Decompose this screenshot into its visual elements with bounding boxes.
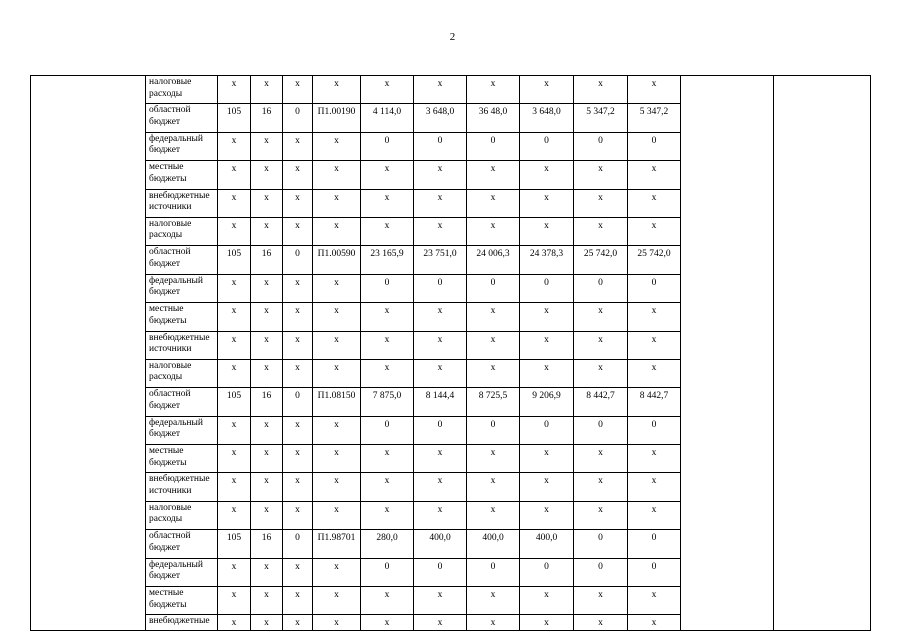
value-cell: х — [467, 615, 520, 631]
value-cell: х — [361, 303, 414, 331]
funding-source-label: федеральный бюджет — [146, 274, 218, 302]
value-cell: х — [313, 76, 361, 104]
funding-source-label: областной бюджет — [146, 246, 218, 274]
funding-source-label: местные бюджеты — [146, 587, 218, 615]
value-cell: 0 — [283, 530, 313, 558]
value-cell: 8 442,7 — [574, 388, 628, 416]
value-cell: х — [283, 274, 313, 302]
value-cell: х — [361, 615, 414, 631]
funding-source-label: внебюджетные источники — [146, 473, 218, 501]
value-cell: х — [283, 189, 313, 217]
page-number: 2 — [449, 31, 456, 43]
value-cell: х — [251, 189, 283, 217]
value-cell: х — [283, 161, 313, 189]
value-cell: 4 114,0 — [361, 104, 414, 132]
value-cell: х — [313, 587, 361, 615]
value-cell: 0 — [467, 416, 520, 444]
value-cell: х — [574, 587, 628, 615]
value-cell: х — [628, 615, 681, 631]
value-cell: 23 165,9 — [361, 246, 414, 274]
value-cell: х — [218, 359, 251, 387]
value-cell: х — [313, 132, 361, 160]
value-cell: 5 347,2 — [628, 104, 681, 132]
value-cell: 0 — [520, 416, 574, 444]
value-cell: х — [313, 331, 361, 359]
value-cell: 0 — [520, 132, 574, 160]
value-cell: 105 — [218, 246, 251, 274]
value-cell: х — [414, 76, 467, 104]
value-cell: х — [574, 473, 628, 501]
value-cell: 8 442,7 — [628, 388, 681, 416]
value-cell: х — [251, 416, 283, 444]
value-cell: х — [218, 615, 251, 631]
value-cell: 8 144,4 — [414, 388, 467, 416]
value-cell: 0 — [628, 416, 681, 444]
value-cell: х — [283, 587, 313, 615]
value-cell: х — [218, 161, 251, 189]
value-cell: х — [574, 76, 628, 104]
value-cell: х — [520, 76, 574, 104]
value-cell: х — [361, 445, 414, 473]
value-cell: 0 — [520, 558, 574, 586]
right-merged-cell-2 — [774, 76, 871, 631]
value-cell: х — [467, 501, 520, 529]
value-cell: 0 — [628, 132, 681, 160]
value-cell: х — [283, 303, 313, 331]
value-cell: 3 648,0 — [414, 104, 467, 132]
value-cell: х — [313, 189, 361, 217]
value-cell: х — [520, 359, 574, 387]
value-cell: х — [313, 161, 361, 189]
value-cell: х — [251, 161, 283, 189]
value-cell: х — [520, 587, 574, 615]
value-cell: х — [574, 161, 628, 189]
funding-source-label: местные бюджеты — [146, 161, 218, 189]
value-cell: 3 648,0 — [520, 104, 574, 132]
value-cell: х — [218, 331, 251, 359]
value-cell: х — [467, 189, 520, 217]
value-cell: 9 206,9 — [520, 388, 574, 416]
value-cell: х — [414, 217, 467, 245]
value-cell: П1.00590 — [313, 246, 361, 274]
value-cell: 0 — [467, 274, 520, 302]
value-cell: х — [520, 189, 574, 217]
value-cell: 0 — [467, 558, 520, 586]
value-cell: х — [574, 303, 628, 331]
table-row — [31, 76, 871, 104]
budget-table — [30, 75, 871, 631]
funding-source-label: внебюджетные — [146, 615, 218, 631]
funding-source-label: внебюджетные источники — [146, 331, 218, 359]
value-cell: 105 — [218, 104, 251, 132]
value-cell: 23 751,0 — [414, 246, 467, 274]
value-cell: х — [218, 445, 251, 473]
value-cell: х — [313, 303, 361, 331]
value-cell: х — [361, 501, 414, 529]
value-cell: х — [414, 501, 467, 529]
value-cell: х — [313, 416, 361, 444]
value-cell: х — [251, 445, 283, 473]
value-cell: х — [251, 473, 283, 501]
value-cell: х — [283, 331, 313, 359]
value-cell: х — [628, 587, 681, 615]
value-cell: х — [467, 587, 520, 615]
funding-source-label: местные бюджеты — [146, 445, 218, 473]
value-cell: х — [520, 217, 574, 245]
value-cell: 5 347,2 — [574, 104, 628, 132]
value-cell: 0 — [574, 274, 628, 302]
value-cell: 400,0 — [414, 530, 467, 558]
value-cell: х — [628, 331, 681, 359]
value-cell: х — [574, 501, 628, 529]
value-cell: 0 — [574, 416, 628, 444]
value-cell: х — [283, 558, 313, 586]
value-cell: х — [283, 445, 313, 473]
value-cell: х — [313, 217, 361, 245]
value-cell: 24 006,3 — [467, 246, 520, 274]
value-cell: х — [218, 274, 251, 302]
value-cell: 0 — [283, 104, 313, 132]
value-cell: х — [467, 331, 520, 359]
value-cell: х — [361, 217, 414, 245]
funding-source-label: местные бюджеты — [146, 303, 218, 331]
value-cell: 0 — [414, 132, 467, 160]
value-cell: х — [251, 501, 283, 529]
value-cell: х — [414, 161, 467, 189]
value-cell: х — [218, 132, 251, 160]
value-cell: 16 — [251, 530, 283, 558]
value-cell: х — [574, 189, 628, 217]
value-cell: 105 — [218, 388, 251, 416]
value-cell: х — [283, 132, 313, 160]
value-cell: х — [283, 76, 313, 104]
value-cell: х — [218, 558, 251, 586]
value-cell: х — [361, 473, 414, 501]
value-cell: х — [283, 615, 313, 631]
funding-source-label: федеральный бюджет — [146, 132, 218, 160]
funding-source-label: налоговые расходы — [146, 217, 218, 245]
value-cell: х — [218, 76, 251, 104]
value-cell: х — [251, 331, 283, 359]
value-cell: П1.08150 — [313, 388, 361, 416]
value-cell: х — [628, 445, 681, 473]
value-cell: 0 — [361, 274, 414, 302]
funding-source-label: федеральный бюджет — [146, 558, 218, 586]
value-cell: х — [520, 303, 574, 331]
funding-source-label: внебюджетные источники — [146, 189, 218, 217]
value-cell: х — [218, 416, 251, 444]
value-cell: 0 — [283, 388, 313, 416]
value-cell: 0 — [361, 416, 414, 444]
value-cell: 0 — [628, 530, 681, 558]
value-cell: х — [520, 161, 574, 189]
value-cell: х — [313, 501, 361, 529]
value-cell: П1.98701 — [313, 530, 361, 558]
value-cell: 0 — [414, 558, 467, 586]
value-cell: 0 — [414, 274, 467, 302]
value-cell: 0 — [414, 416, 467, 444]
value-cell: х — [251, 76, 283, 104]
value-cell: х — [251, 359, 283, 387]
value-cell: 0 — [574, 132, 628, 160]
value-cell: х — [414, 587, 467, 615]
value-cell: х — [251, 132, 283, 160]
value-cell: П1.00190 — [313, 104, 361, 132]
value-cell: х — [218, 501, 251, 529]
value-cell: х — [361, 331, 414, 359]
value-cell: х — [574, 359, 628, 387]
value-cell: 400,0 — [467, 530, 520, 558]
funding-source-label: областной бюджет — [146, 388, 218, 416]
value-cell: х — [218, 217, 251, 245]
value-cell: х — [467, 217, 520, 245]
value-cell: х — [574, 331, 628, 359]
value-cell: х — [251, 587, 283, 615]
value-cell: х — [361, 359, 414, 387]
value-cell: 8 725,5 — [467, 388, 520, 416]
value-cell: х — [313, 615, 361, 631]
value-cell: х — [313, 274, 361, 302]
value-cell: х — [520, 501, 574, 529]
value-cell: х — [251, 217, 283, 245]
value-cell: х — [574, 615, 628, 631]
value-cell: 0 — [361, 132, 414, 160]
value-cell: 16 — [251, 104, 283, 132]
funding-source-label: областной бюджет — [146, 104, 218, 132]
value-cell: 7 875,0 — [361, 388, 414, 416]
value-cell: х — [218, 303, 251, 331]
value-cell: х — [414, 359, 467, 387]
value-cell: х — [628, 76, 681, 104]
value-cell: х — [313, 359, 361, 387]
value-cell: 0 — [467, 132, 520, 160]
value-cell: х — [414, 189, 467, 217]
value-cell: х — [218, 587, 251, 615]
value-cell: х — [628, 359, 681, 387]
value-cell: х — [283, 416, 313, 444]
value-cell: х — [414, 615, 467, 631]
value-cell: х — [574, 445, 628, 473]
value-cell: 105 — [218, 530, 251, 558]
value-cell: х — [283, 359, 313, 387]
funding-source-label: федеральный бюджет — [146, 416, 218, 444]
value-cell: х — [628, 217, 681, 245]
value-cell: х — [414, 303, 467, 331]
left-merged-cell — [31, 76, 146, 631]
value-cell: х — [628, 161, 681, 189]
value-cell: х — [313, 473, 361, 501]
value-cell: х — [361, 161, 414, 189]
value-cell: х — [414, 331, 467, 359]
funding-source-label: областной бюджет — [146, 530, 218, 558]
funding-source-label: налоговые расходы — [146, 76, 218, 104]
value-cell: х — [218, 189, 251, 217]
value-cell: х — [467, 473, 520, 501]
value-cell: х — [251, 274, 283, 302]
value-cell: х — [520, 331, 574, 359]
value-cell: х — [283, 473, 313, 501]
value-cell: х — [283, 217, 313, 245]
value-cell: х — [313, 558, 361, 586]
value-cell: х — [361, 76, 414, 104]
value-cell: х — [313, 445, 361, 473]
value-cell: х — [520, 445, 574, 473]
value-cell: х — [251, 558, 283, 586]
value-cell: х — [283, 501, 313, 529]
funding-source-label: налоговые расходы — [146, 501, 218, 529]
value-cell: 25 742,0 — [574, 246, 628, 274]
value-cell: х — [467, 76, 520, 104]
value-cell: 36 48,0 — [467, 104, 520, 132]
value-cell: 0 — [574, 530, 628, 558]
value-cell: х — [520, 473, 574, 501]
value-cell: х — [628, 189, 681, 217]
value-cell: 16 — [251, 388, 283, 416]
right-merged-cell-1 — [681, 76, 774, 631]
value-cell: х — [361, 587, 414, 615]
value-cell: х — [628, 473, 681, 501]
value-cell: х — [251, 303, 283, 331]
value-cell: 0 — [628, 558, 681, 586]
value-cell: х — [467, 161, 520, 189]
value-cell: 25 742,0 — [628, 246, 681, 274]
value-cell: х — [414, 473, 467, 501]
value-cell: х — [628, 501, 681, 529]
value-cell: х — [467, 303, 520, 331]
funding-source-label: налоговые расходы — [146, 359, 218, 387]
value-cell: х — [574, 217, 628, 245]
value-cell: 400,0 — [520, 530, 574, 558]
value-cell: 0 — [520, 274, 574, 302]
value-cell: 0 — [283, 246, 313, 274]
value-cell: х — [628, 303, 681, 331]
value-cell: 0 — [628, 274, 681, 302]
value-cell: 24 378,3 — [520, 246, 574, 274]
value-cell: х — [218, 473, 251, 501]
value-cell: х — [467, 359, 520, 387]
value-cell: 0 — [574, 558, 628, 586]
value-cell: х — [361, 189, 414, 217]
value-cell: 280,0 — [361, 530, 414, 558]
value-cell: х — [414, 445, 467, 473]
value-cell: 0 — [361, 558, 414, 586]
value-cell: х — [520, 615, 574, 631]
value-cell: 16 — [251, 246, 283, 274]
value-cell: х — [251, 615, 283, 631]
value-cell: х — [467, 445, 520, 473]
